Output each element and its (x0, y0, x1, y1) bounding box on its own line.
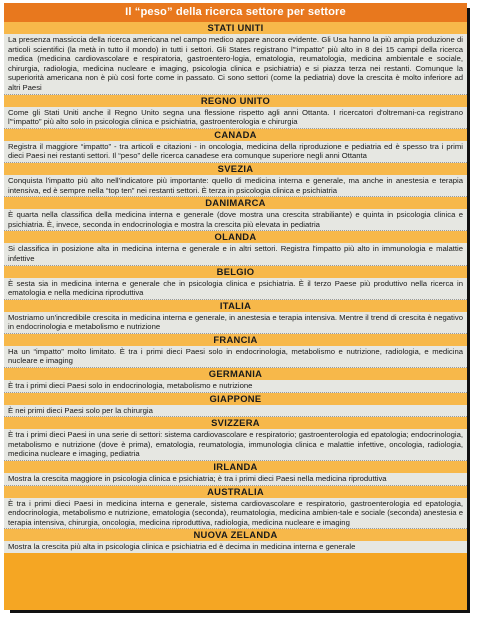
country-heading: SVEZIA (4, 163, 467, 175)
country-text: Mostra la crescita più alta in psicologia clinica e psichiatria ed è decima in medicina interna e generale (4, 541, 467, 553)
country-heading: ITALIA (4, 300, 467, 312)
country-heading: AUSTRALIA (4, 486, 467, 498)
panel-shadow-bottom (10, 610, 470, 613)
country-heading: CANADA (4, 129, 467, 141)
country-text: Conquista l'impatto più alto nell'indicatore più importante: quello di medicina interna e generale, ma anche in anestesia e terapia intensiva, ed è sempre nella “top ten” nei restanti settori. È terza in psicologia clinica e psichiatria (4, 175, 467, 197)
country-text: È sesta sia in medicina interna e generale che in psicologia clinica e psichiatria. È il terzo Paese più produttivo nella ricerca in ematologia e nella medicina riproduttiva (4, 278, 467, 300)
country-text: Mostriamo un'incredibile crescita in medicina interna e generale, in anestesia e terapia intensiva. Mentre il trend di crescita è negativo in endocrinologia e metabolismo e nutrizione (4, 312, 467, 334)
country-text: La presenza massiccia della ricerca americana nel campo medico appare ancora evidente. Gli Usa hanno la più ampia produzione di articoli scientifici (la metà in tutto il mondo) in tutti i settori. Gli States registrano l'“impatto” più alto in 8 dei 15 campi della ricerca medica (medicina cardiovascolare e respiratoria, gastroentero-logia, ematologia, reumatologia, medicina ambientale e sociale, chirurgia, radiologia, medicina nucleare e imaging, psicologia clinica e psichiatria) e si piazza terza nei restanti. Comunque la superiorità americana non è più così forte come in passato. Ci sono settori (come la pediatria) dove la crescita è molto inferiore ad altri Paesi (4, 34, 467, 95)
country-heading: GIAPPONE (4, 393, 467, 405)
country-heading: DANIMARCA (4, 197, 467, 209)
country-text: Ha un “impatto” molto limitato. È tra i primi dieci Paesi solo in endocrinologia, metabolismo e nutrizione, radiologia, e medicina nucleare e imaging (4, 346, 467, 368)
country-text: Mostra la crescita maggiore in psicologia clinica e psichiatria; è tra i primi dieci Paesi nella medicina riproduttiva (4, 473, 467, 486)
country-heading: REGNO UNITO (4, 95, 467, 107)
country-heading: FRANCIA (4, 334, 467, 346)
country-section (4, 417, 467, 461)
country-text: È quarta nella classifica della medicina interna e generale (dove mostra una crescita strabiliante) e quinta in psicologia clinica e psichiatria. È, invece, seconda in endocrinologia e mostra la crescita più elevata in pediatria (4, 209, 467, 231)
country-section (4, 266, 467, 300)
country-heading: SVIZZERA (4, 417, 467, 429)
country-section (4, 300, 467, 334)
country-section (4, 486, 467, 530)
country-heading: IRLANDA (4, 461, 467, 473)
country-heading: NUOVA ZELANDA (4, 529, 467, 541)
country-section (4, 393, 467, 418)
country-text: È tra i primi dieci Paesi in medicina interna e generale, sistema cardiovascolare e respiratorio, gastroenterologia ed epatologia, endocrinologia, metabolismo e nutrizione, ematologia (seconda), reumatologia, medicina ambien-tale e sociale (seconda) anestesia e terapia intensiva, chirurgia, oncologia, medicina riproduttiva, radiologia, medicina nucleare e imaging (4, 498, 467, 530)
country-heading: STATI UNITI (4, 22, 467, 34)
country-heading: BELGIO (4, 266, 467, 278)
country-text: È tra i primi dieci Paesi in una serie di settori: sistema cardiovascolare e respiratorio; gastroenterologia ed epatologia; endocrinologia, metabolismo e nutrizione (dove è prima), ematologia, reumatologia, immunologia clinica e malattie infettive, oncologia, radiologia, medicina nucleare e imaging, pediatria (4, 429, 467, 461)
country-section (4, 22, 467, 95)
country-text: È tra i primi dieci Paesi solo in endocrinologia, metabolismo e nutrizione (4, 380, 467, 393)
country-section (4, 197, 467, 231)
country-section (4, 163, 467, 197)
country-text: Registra il maggiore “impatto” - tra articoli e citazioni - in oncologia, medicina della riproduzione e pediatria ed è spesso tra i primi dieci Paesi nei restanti settori. Il “peso” delle ricerca canadese era comunque superiore negli anni Ottanta (4, 141, 467, 163)
sections-list (4, 22, 467, 553)
country-heading: OLANDA (4, 231, 467, 243)
country-text: Come gli Stati Uniti anche il Regno Unito segna una flessione rispetto agli anni Ottanta. I ricercatori d'oltremani-ca registrano l'“impatto” più alto solo in psicologia clinica e psichiatria, gastroenterologia e chirurgia (4, 107, 467, 129)
panel-shadow-right (467, 8, 470, 612)
country-section (4, 368, 467, 393)
country-section (4, 461, 467, 486)
table-panel (4, 3, 467, 610)
country-section (4, 529, 467, 553)
country-heading: GERMANIA (4, 368, 467, 380)
country-text: È nei primi dieci Paesi solo per la chirurgia (4, 405, 467, 418)
country-section (4, 129, 467, 163)
country-section (4, 231, 467, 265)
country-section (4, 334, 467, 368)
page-title: Il “peso” della ricerca settore per settore (4, 3, 467, 22)
country-section (4, 95, 467, 129)
country-text: Si classifica in posizione alta in medicina interna e generale e in altri settori. Registra l'impatto più alto in immunologia e malattie infettive (4, 243, 467, 265)
